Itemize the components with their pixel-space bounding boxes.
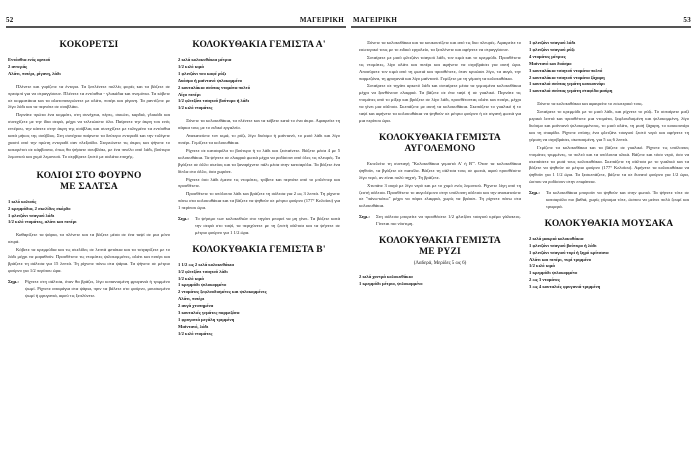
recipe-title bbox=[359, 133, 521, 155]
ingredient: 1 κρεμμύδι μέτριο, ψιλοκομμένο bbox=[359, 280, 423, 286]
paragraph: Περνάτε πρώτα ένα κομμάτι, στη συνέχεια, πέρτς, συκώτι, καρδιά, γλυκάδι και συνεχίζετε με την ίδια σειρά, μέχρι να τελειώσετε όλα. Παίρνετε την άκρη του ενός εντέρου, την κάνετε στην άκρη της σούβλας και συνεχίζετε με τυλιγμένο τα εντόσθια κατά μήκος της σούβλας. Στη συνέχεια παίρνετε τα δεύτερο εντεραδί και την τυλίγετε χιαστί από την πρώτη εντεραδί σαν πλεξούδα. Στερεώνετε τις άκρες και ψήνετε το κοκορέτσι σε κάρβουνα, όπως θα ψήσατε σουβλάκι, με ένα πινέλο από λάδι, βούτυρο λεμονιού και χυμό λεμονιού. Το σερβίρετε ζεστό με σαλάτα εποχής. bbox=[8, 112, 170, 159]
page-number: 53 bbox=[683, 16, 691, 24]
recipe-title bbox=[359, 236, 521, 258]
paragraph: Γεμίζετε τα κολοκυθάκια και τα βάζετε σε γυαλικό. Ρίχνετε τις υπόλοιπες ντομάτες τριμμένες, το πολτό και τα υπόλοιπα υλικά. Βάζετε και τόσο νερό, όσο να σκεπάσετε τα μισά τους κολοκυθάκια. Σκεπάζετε τη σάλτσα με το γυαλικό και τα βάζετε να ψηθούν σε μέτριο φούρνο (177° Κελσίου). Αφήνετε τα κολοκυθάκια να ψηθούν για 1 1/2 ώρα. Τα ξεσκεπάζετε, βάζετε τα σε δυνατό φούρνο για 1/2 ώρα, ώσπου να ροδίσουν στην επιφάνεια. bbox=[529, 144, 689, 185]
ingredient: 1 φλιτζάνι τσαγιού ρύζι bbox=[529, 46, 575, 52]
ingredient: 1/2 φλιτζάνι τσαγιού βούτυρο ή λάδι bbox=[178, 98, 250, 104]
ingredient: 1/2 κιλό ντομάτες bbox=[178, 105, 213, 111]
ingredient: 2 κουταλάκια σούπας ντομάτα πολτό bbox=[178, 84, 251, 90]
paragraph: Ξύνετε τα κολοκυθάκια και τα κουκουτίζετε και από τις δυο πλευρές. Αφαιρείτε το εσωτερικό τους με το ειδικό εργαλείο, τα ξεπλένετε και αφήνετε να στραγγίσουν. bbox=[359, 40, 521, 52]
recipe-title bbox=[8, 171, 170, 193]
header-rule bbox=[351, 26, 691, 28]
paragraph: Εκτελείτε τη συνταγή "Κολοκυθάκια γεμιστά Α' ή Β'". Όταν τα κολοκυθάκια ψηθούν, τα βγάζετε σε πιατέλα. Βάζετε τη σάλτσα τους σε φωτιά, αφού προσθέσετε λίγο νερό, αν είναι πολύ πηχτή. Τη βράζετε. bbox=[359, 160, 521, 180]
ingredient: 1 φρυγανιά μεγάλη τριμμένη bbox=[178, 317, 235, 322]
ingredient: Μαϊντανό, λάδι bbox=[178, 323, 209, 329]
ingredient: Αλάτι, πιπέρι bbox=[178, 296, 205, 302]
ingredient: 1/2 κιλό κιμά bbox=[529, 263, 555, 269]
ingredient: 1/2 κιλό κιμά bbox=[178, 63, 204, 69]
ingredient-list bbox=[178, 262, 340, 338]
ingredient: 1 κρεμμύδι ψιλοκομμένο bbox=[529, 270, 578, 276]
ingredient: 3 κουταλιές γεμάτες παρμεζάνα bbox=[178, 310, 240, 316]
recipe-title-line: ΚΟΛΙΟΙ ΣΤΟ ΦΟΥΡΝΟ bbox=[36, 170, 142, 181]
paragraph: Ξύνετε τα κολοκυθάκια και αφαιρείτε το εσωτερικό τους. bbox=[537, 101, 644, 107]
paragraph: Ρίχνετε όσο λάδι έμεινε τις ντομάτες, τρίβετε και περνάτε από το μπλέντερ και προσθέτετε. bbox=[178, 176, 340, 189]
ingredient: 1 φλιτζάνι τσαγιού τυρί ή ξηρό κρίτσανα bbox=[529, 249, 609, 255]
recipe-title-line: ΑΥΓΟΛΕΜΟΝΟ bbox=[404, 143, 476, 154]
ingredient: 1/2 κιλό ντομάτες, αλάτι και πιπέρι bbox=[8, 219, 77, 225]
ingredient: 1/2 κιλό κιμά bbox=[178, 275, 204, 281]
paragraph: Ανακατεύετε τον κιμά, το ρύζι, λίγο δυόσμο ή μαϊντανό, το μισό λάδι και λίγο πιπέρι. Γεμίζετε τα κολοκυθάκια. bbox=[178, 133, 340, 145]
ingredient-list bbox=[8, 199, 170, 227]
ingredient-list bbox=[178, 57, 340, 112]
paragraph: Ρίχνετε σε κατσαρόλα το βούτυρο ή το λάδι και ζεσταίνετε. Βάζετε μέσα 4 με 5 κολοκυθάκια. Τα ψήνετε σε ελαφριά φωτιά μέχρι να ροδίσουν από όλες τις πλευρές. Τα βγάζετε σε άλλο σκεύος και τα ξαναρίχνετε πάλι μέσα στην κατσαρόλα. Τα βάζετε ένα δίπλα στο άλλο, όσα χωράνε. bbox=[178, 147, 340, 174]
left-column-2 bbox=[178, 34, 340, 344]
paragraph: Χτυπάτε 3 αυγά με λίγο νερό και με το χυμό ενός λεμονιού. Ρίχνετε λίγη από τη ζεστή σάλτσα. Προσθέτετε το αυγολέμονο στην υπόλοιπη σάλτσα και την ανακατεύετε σε "πάνω-κάτω" μέχρι να πάρει ελαφριά, χωρίς να βράσει. Τη ρίχνετε πάνω στα κολοκυθάκια. bbox=[359, 182, 521, 209]
note-label: Σημ.: bbox=[8, 278, 19, 284]
note-text: Στη σάλτσα μπορείτε να προσθέσετε 1/2 φλιτζάνι τσαγιού κρέμα γάλακτος. Γίνεται πιο νόστιμη. bbox=[376, 214, 521, 227]
ingredient: 1 κιλό κολιούς bbox=[8, 198, 37, 204]
ingredient: 1 φλιτζάνι τσαγιού λάδι bbox=[529, 40, 576, 45]
ingredient-list bbox=[359, 274, 521, 288]
ingredient: 2 ντομάτες ξεφλουδισμένες και ψιλοκομμένες bbox=[178, 289, 267, 295]
recipe-title: ΚΟΚΟΡΕΤΣΙ bbox=[59, 40, 119, 50]
ingredient-list bbox=[529, 40, 689, 95]
ingredient: 4 ντομάτες μέτριες bbox=[529, 53, 566, 59]
ingredient: 1 κρεμμύδι ψιλοκομμένο bbox=[178, 282, 227, 288]
paragraph: Σοταίρετε με μισό φλιτζάνι τσαγιού λάδι, τον κιμά και το κρεμμύδι. Προσθέτετε τις ντομάτες, λίγο αλάτι και πιπέρι και αφήνετε να σιγοβράσει για αυτή ώρα. Αποσύρετε τον κιμά από τη φωτιά και προσθέτετε, όταν κρυώσει λίγο, τα αυγά, την παρμεζάνα, τη φρυγανιά και λίγο μαϊντανό. Γεμίζετε με τη γέμιση τα κολοκυθάκια. bbox=[359, 54, 521, 81]
ingredient: 2 κουταλάκια τσαγιού ντομάτα ζάχαρη bbox=[529, 74, 605, 80]
ingredient: 2 κιλά κολοκυθάκια μέτρια bbox=[178, 57, 232, 62]
ingredient: Εντόσθια ενός αρνιού bbox=[8, 57, 51, 62]
paragraph: Πλένετε και γυρίζετε τα έντερα. Τα ξεπλένετε πολλές φορές και τα βάζετε σε πρεσμπί για να στραγγίσουν. Πλένετε τα εντόσθια - γλυκάδια και πνεμόνια. Τα κόβετε σε κομματάκια και τα αλατοπιπερώνετε με αλάτι, πιπέρι και ρίγανη. Τα ραντίζετε με λίγο λάδι και τα περνάτε σε σουβλάκι. bbox=[8, 83, 170, 110]
note bbox=[529, 190, 689, 211]
left-column-1 bbox=[8, 34, 170, 305]
ingredient: 1 1/2 ως 2 κιλά κολοκυθάκια bbox=[178, 261, 234, 267]
paragraph: Κόβετε τα κρεμμύδια και τις σκελίδες σε λεπτά φετάκια και τα τσιγαρίζετε με το λάδι μέχρι να μαραθούν. Προσθέτετε τις ντομάτες ψιλοκομμένες, αλάτι και πιπέρι και βράζετε τη σάλτσα για 15 λεπτά. Τη ρίχνετε πάνω στα ψάρια. Τα ψήνετε σε μέτριο φούρνο για 1/2 περίπου ώρα. bbox=[8, 247, 170, 273]
recipe-title-line: ΜΕ ΡΥΖΙ bbox=[419, 247, 461, 258]
running-head: ΜΑΓΕΙΡΙΚΗ bbox=[299, 16, 344, 24]
ingredient: 2 κιλά χοντρά κολοκυθάκια bbox=[359, 273, 413, 279]
ingredient-list bbox=[8, 57, 170, 78]
note bbox=[178, 216, 340, 237]
ingredient: 1 φλιτζάνι τσαγιού βούτυρο ή λάδι bbox=[529, 242, 597, 248]
recipe-subtitle: (Λαδερά, Μερίδες 5 ως 6) bbox=[413, 261, 467, 267]
left-page bbox=[0, 0, 348, 459]
ingredient-list bbox=[529, 236, 689, 291]
ingredient: 2 ως 3 ντομάτες bbox=[529, 277, 560, 283]
note-label: Σημ.: bbox=[529, 190, 540, 196]
recipe-title: ΚΟΛΟΚΥΘΑΚΙΑ ΓΕΜΙΣΤΑ Β' bbox=[192, 244, 326, 255]
note bbox=[8, 279, 170, 300]
ingredient: Μαϊντανό και δυόσμο bbox=[529, 60, 572, 66]
recipe-title-line: ΜΕ ΣΑΛΤΣΑ bbox=[60, 181, 118, 192]
page-number: 52 bbox=[6, 16, 14, 24]
ingredient: 3 κουταλάκια τσαγιού ντομάτα πολτό bbox=[529, 67, 603, 73]
recipe-title: ΚΟΛΟΚΥΘΑΚΙΑ ΓΕΜΙΣΤΑ Α' bbox=[192, 40, 326, 50]
ingredient: 2 αυγά χτυπημένα bbox=[178, 303, 214, 309]
ingredient: 1/2 φλιτζάνι τσαγιού λάδι bbox=[178, 268, 228, 274]
ingredient: 1 κουταλιά σούπας γεμάτη κουκουνάρι bbox=[529, 81, 605, 87]
header-rule bbox=[6, 26, 346, 28]
ingredient: 1 φλιτζάνι του καφέ ρύζι bbox=[178, 70, 227, 76]
ingredient: Λίγο πιπέρι bbox=[178, 91, 201, 97]
paragraph: Ξύνετε τα κολοκυθάκια, τα πλένετε και τα κόβετε κατά το ένα άκρο. Αφαιρείτε τη σάρκα τους με το ειδικό εργαλείο. bbox=[178, 118, 340, 131]
recipe-title-line: ΚΟΛΟΚΥΘΑΚΙΑ ΓΕΜΙΣΤΑ bbox=[379, 132, 501, 143]
ingredient: 1/2 κιλό ντομάτες bbox=[178, 330, 213, 336]
right-column-1 bbox=[359, 40, 521, 294]
ingredient: 2 κρεμμύδια, 2 σκελίδες σκόρδο bbox=[8, 205, 71, 211]
note-text: Το ψήσιμο των κολοκυθιών στο τηγάνι μπορεί να μη γίνει. Τα βάζετε κατά την σειρά στο ταψί, τα περιχύνετε με τη ζεστή σάλτσα και τα ψήνετε σε μέτριο φούρνο για 1 1/2 ώρα. bbox=[195, 216, 340, 235]
note-text: Ρίχνετε στη σάλτσα, όταν θα βράζει, λίγο κοπανισμένη φρυγανιά ή τριμμένο ψωμί. Ρίχνετε αποφάγια στα ψάρια, πριν τα βάλετε στο φούρνο, μουσκεμένο ψωμί ή φρυγανιά, αφού τις ξεπλύνετε. bbox=[25, 278, 170, 298]
ingredient: 3 ως 4 κουταλιές φρυγανιά τριμμένη bbox=[529, 284, 601, 290]
paragraph: Σοταίρετε σε τηγάνι αρκετό λάδι και σοταίρετε μέσα τα γεμισμένα κολοκυθάκια μέχρι να ξανθύνουν ελαφριά. Τα βάζετε σε ένα ταψί ή σε γυαλικό. Περνάτε τις ντομάτες από το μίξερ και βράζετε σε λίγο λάδι, προσθέτοντας αλάτι και πιπέρι, μέχρι να γίνει μια σάλτσα. Σκεπάζετε με αυτή τα κολοκυθάκια. Σκεπάζετε το γυαλικό ή το ταψί και αφήνετε τα κολοκυθάκια να ψηθούν σε μέτριο φούρνο ή σε σιγανή φωτιά για μια περίπου ώρα. bbox=[359, 83, 521, 123]
note-label: Σημ.: bbox=[178, 216, 189, 222]
recipe-title-line: ΚΟΛΟΚΥΘΑΚΙΑ ΓΕΜΙΣΤΑ bbox=[379, 236, 501, 247]
right-page bbox=[349, 0, 697, 459]
ingredient: Αλάτι, πιπέρι, ρίγανη, λάδι bbox=[8, 70, 61, 76]
ingredient: Αλάτι και πιπέρι, τυρί τριμμένο bbox=[529, 256, 592, 262]
paragraph: Καθαρίζετε τα ψάρια, τα πλένετε και τα βάζετε μέσα σε ένα ταψί σε μια μόνο σειρά. bbox=[8, 232, 170, 245]
right-column-2 bbox=[529, 40, 689, 297]
ingredient: Δυόσμο ή μαϊντανό ψιλοκομμένο bbox=[178, 77, 243, 83]
paragraph: Σοταίρετε το κρεμμύδι με το μισό λάδι, και ρίχνετε το ρύζι. Το σοταίρετε μαζί μερικά λεπτά και προσθέτετε μια ντομάτα, ξεφλουδισμένη και ψιλοκομμένη, λίγο δυόσμο και μαϊντανό ψιλοκομμένους, το μισό αλάτι, τη μισή ζάχαρη, το κουκουνάρι και τη σταφίδα. Ρίχνετε επίσης ένα φλιτζάνι τσαγιού ζεστό νερό και αφήνετε τη γέμιση να σιγοβράσει, σκεπασμένη, για 5 ως 6 λεπτά. bbox=[529, 109, 689, 142]
note-text: Τα κολοκυθάκια μπορούν να ψηθούν και στην φωτιά. Τα ψήνετε τότε σε κατσαρόλα πιο βαθιά, χωρίς γύρισμα τότε, ώσπου να μείνει πολύ ζουμί και τρυφερά. bbox=[546, 190, 689, 209]
recipe-title: ΚΟΛΟΚΥΘΑΚΙΑ ΜΟΥΣΑΚΑ bbox=[544, 218, 674, 229]
running-head: ΜΑΓΕΙΡΙΚΗ bbox=[353, 16, 398, 24]
ingredient: 2 κιλά μακριά κολοκυθάκια bbox=[529, 235, 584, 241]
paragraph: Προσθέτετε το υπόλοιπο λάδι και βράζετε τη σάλτσα για 2 ως 3 λεπτά. Τη ρίχνετε πάνω στα κολοκυθάκια και τα βάζετε να ψηθούν σε μέτριο φούρνο (177° Κελσίου) για 1 περίπου ώρα. bbox=[178, 191, 340, 211]
note bbox=[359, 214, 521, 228]
ingredient: 1 κουταλιά σούπας γεμάτη σταφίδα μαύρη bbox=[529, 88, 613, 94]
ingredient: 1 φλιτζάνι τσαγιού λάδι bbox=[8, 212, 55, 218]
ingredient: 2 αντεράς bbox=[8, 63, 28, 69]
note-label: Σημ.: bbox=[359, 214, 370, 220]
